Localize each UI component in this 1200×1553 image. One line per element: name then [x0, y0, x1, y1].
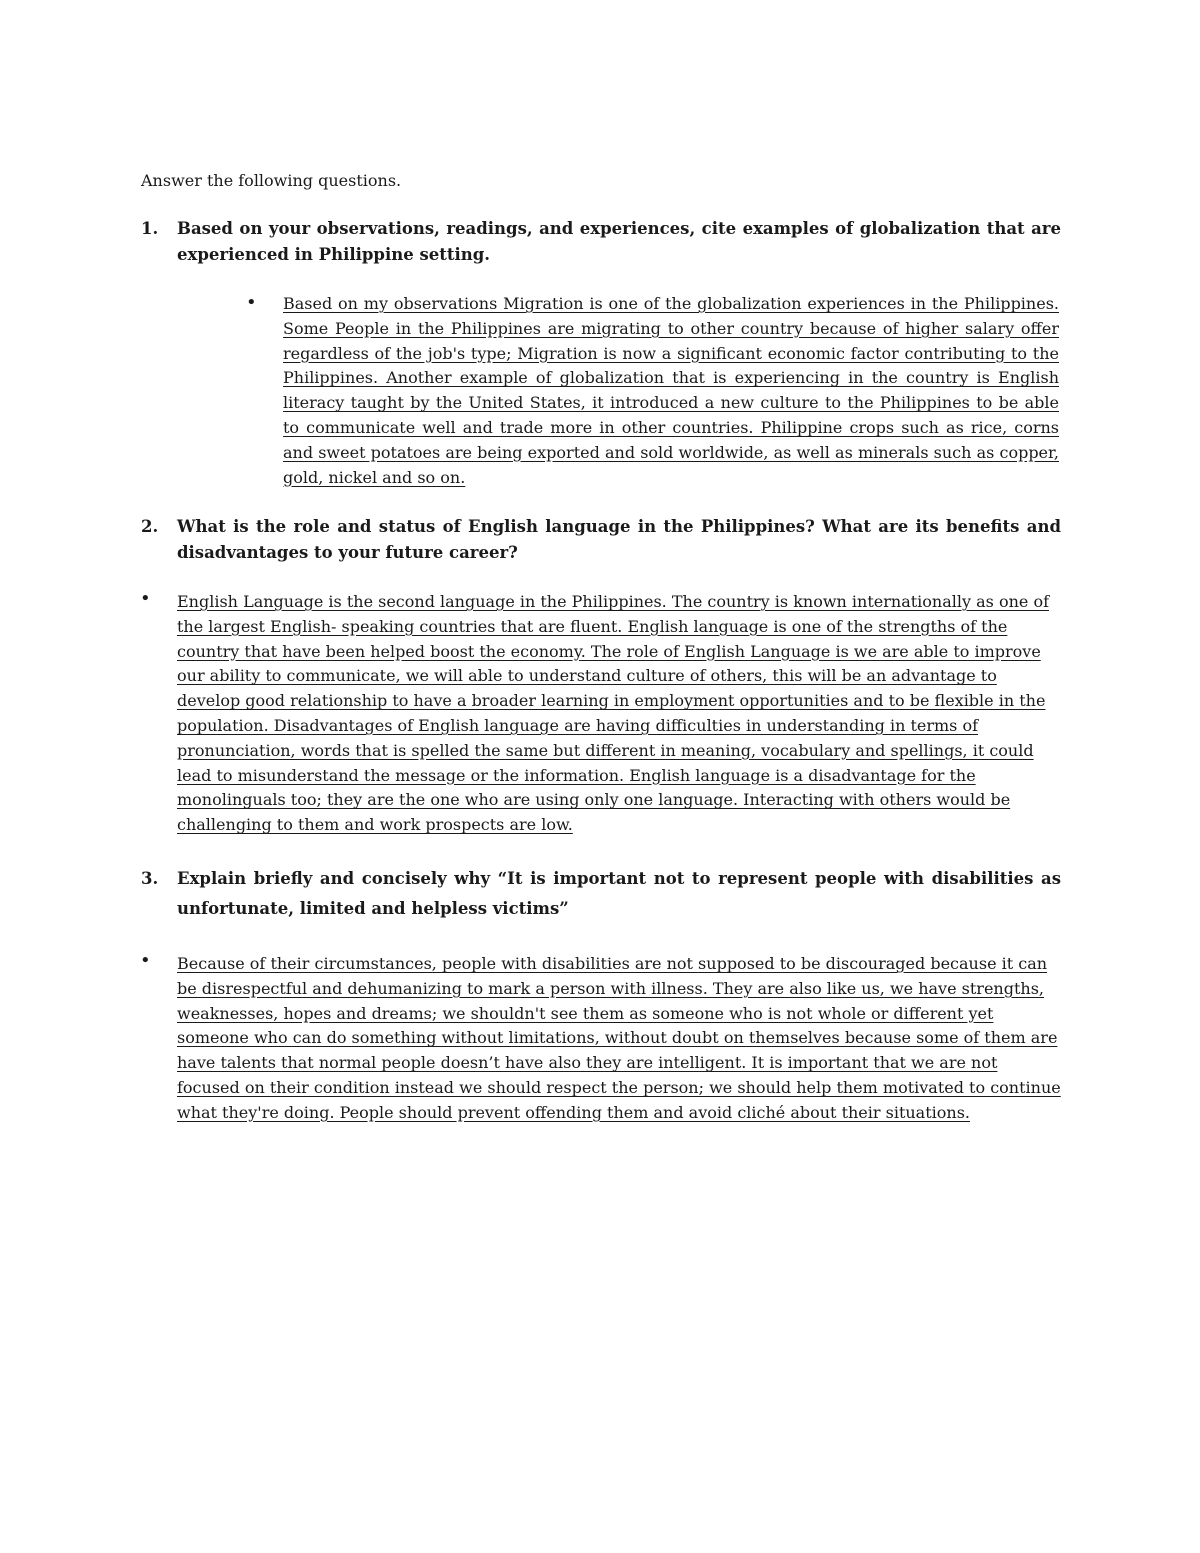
bullet-icon: • — [140, 588, 151, 609]
question-2 — [141, 514, 1061, 566]
question-1 — [141, 216, 1061, 268]
intro-text: Answer the following questions. — [141, 171, 402, 190]
question-3 — [141, 864, 1061, 924]
question-number: 3. — [141, 869, 159, 888]
answer-1: Based on my observations Migration is one of the globalization experiences in the Philippines. Some People in the Philippines are migrating to other country because of higher salary offer regardless of the job's type; Migration is now a significant economic factor contributing to the Philippines. Another example of globalization that is experiencing in the country is English literacy taught by the United States, it introduced a new culture to the Philippines to be able to communicate well and trade more in other countries. Philippine crops such as rice, corns and sweet potatoes are being exported and sold worldwide, as well as minerals such as copper, gold, nickel and so on. — [283, 294, 1059, 487]
answer-2: English Language is the second language in the Philippines. The country is known internationally as one of the largest English- speaking countries that are fluent. English language is one of the strengths of the country that have been helped boost the economy. The role of English Language is we are able to improve our ability to communicate, we will able to understand culture of others, this will be an advantage to develop good relationship to have a broader learning in employment opportunities and to be flexible in the population. Disadvantages of English language are having difficulties in understanding in terms of pronunciation, words that is spelled the same but different in meaning, vocabulary and spellings, it could lead to misunderstand the message or the information. English language is a disadvantage for the monolinguals too; they are the one who are using only one language. Interacting with others would be challenging to them and work prospects are low. — [177, 592, 1049, 835]
question-number: 1. — [141, 219, 159, 238]
question-number: 2. — [141, 517, 159, 536]
bullet-icon: • — [140, 950, 151, 971]
question-text: What is the role and status of English language in the Philippines? What are its benefits and disadvantages to your future career? — [177, 517, 1061, 562]
question-text: Based on your observations, readings, and experiences, cite examples of globalization that are experienced in Philippine setting. — [177, 219, 1061, 264]
bullet-icon: • — [246, 292, 257, 313]
answer-3: Because of their circumstances, people with disabilities are not supposed to be discouraged because it can be disrespectful and dehumanizing to mark a person with illness. They are also like us, we have strengths, weaknesses, hopes and dreams; we shouldn't see them as someone who is not whole or different yet someone who can do something without limitations, without doubt on themselves because some of them are have talents that normal people doesn’t have also they are intelligent. It is important that we are not focused on their condition instead we should respect the person; we should help them motivated to continue what they're doing. People should prevent offending them and avoid cliché about their situations. — [177, 954, 1061, 1122]
question-text: Explain briefly and concisely why “It is important not to represent people with disabilities as unfortunate, limited and helpless victims” — [177, 869, 1061, 918]
